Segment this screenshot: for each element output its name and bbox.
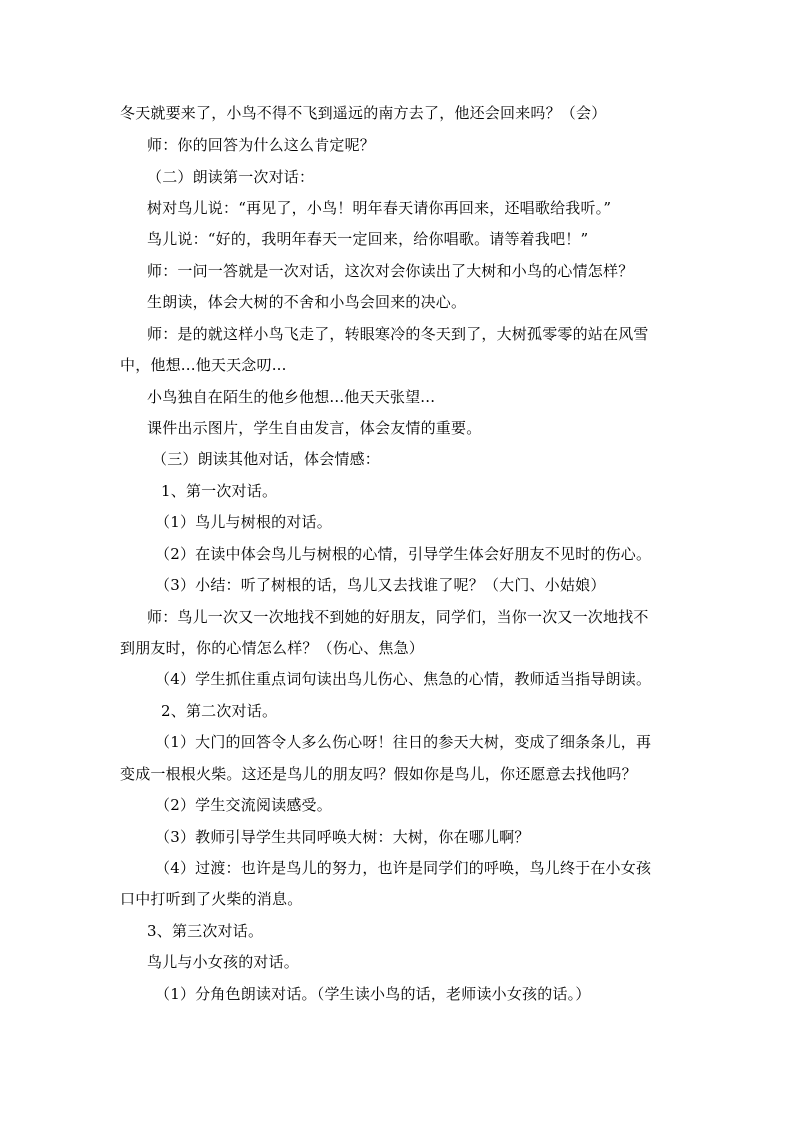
- paragraph-line: 师：你的回答为什么这么肯定呢？: [147, 136, 376, 154]
- list-item: （3）小结：听了树根的话，鸟儿又去找谁了呢？（大门、小姑娘）: [155, 576, 606, 594]
- paragraph-line: 树对鸟儿说：“再见了，小鸟！明年春天请你再回来，还唱歌给我听。”: [147, 199, 612, 217]
- paragraph-line: 中，他想...他天天念叨...: [120, 356, 287, 374]
- list-item: （4）过渡：也许是鸟儿的努力，也许是同学们的呼唤，鸟儿终于在小女孩: [155, 859, 652, 877]
- paragraph-line: 鸟儿说：“好的，我明年春天一定回来，给你唱歌。请等着我吧！”: [147, 230, 589, 248]
- paragraph-line: 师：是的就这样小鸟飞走了，转眼寒冷的冬天到了，大树孤零零的站在风雪: [147, 325, 649, 343]
- list-item: 2、第二次对话。: [161, 702, 278, 720]
- paragraph-line: 课件出示图片，学生自由发言，体会友情的重要。: [147, 419, 482, 437]
- list-item: （1）分角色朗读对话。（学生读小鸟的话，老师读小女孩的话。）: [155, 985, 591, 1003]
- paragraph-line: 冬天就要来了，小鸟不得不飞到遥远的南方去了，他还会回来吗？（会）: [120, 104, 607, 122]
- list-item: （4）学生抓住重点词句读出鸟儿伤心、焦急的心情，教师适当指导朗读。: [155, 670, 652, 688]
- paragraph-line: 口中打听到了火柴的消息。: [120, 890, 303, 908]
- list-item: （1）鸟儿与树根的对话。: [155, 513, 332, 531]
- list-item: （2）学生交流阅读感受。: [155, 796, 332, 814]
- paragraph-line: 小鸟独自在陌生的他乡他想...他天天张望...: [147, 388, 436, 406]
- list-item: 1、第一次对话。: [161, 482, 278, 500]
- paragraph-line: 变成一根根火柴。这还是鸟儿的朋友吗？假如你是鸟儿，你还愿意去找他吗？: [120, 765, 637, 783]
- list-item: （1）大门的回答令人多么伤心呀！往日的参天大树，变成了细条条儿，再: [155, 733, 652, 751]
- list-item: 3、第三次对话。: [147, 922, 264, 940]
- paragraph-line: 鸟儿与小女孩的对话。: [147, 953, 300, 971]
- paragraph-line: 到朋友时，你的心情怎么样？（伤心、焦急）: [120, 639, 425, 657]
- section-heading: （三）朗读其他对话，体会情感：: [152, 450, 381, 468]
- paragraph-line: 师：一问一答就是一次对话，这次对会你读出了大树和小鸟的心情怎样？: [147, 262, 634, 280]
- paragraph-line: 师：鸟儿一次又一次地找不到她的好朋友，同学们，当你一次又一次地找不: [147, 608, 649, 626]
- paragraph-line: 生朗读，体会大树的不舍和小鸟会回来的决心。: [147, 293, 467, 311]
- list-item: （3）教师引导学生共同呼唤大树：大树，你在哪儿啊？: [155, 828, 530, 846]
- list-item: （2）在读中体会鸟儿与树根的心情，引导学生体会好朋友不见时的伤心。: [155, 545, 652, 563]
- section-heading: （二）朗读第一次对话：: [147, 168, 315, 186]
